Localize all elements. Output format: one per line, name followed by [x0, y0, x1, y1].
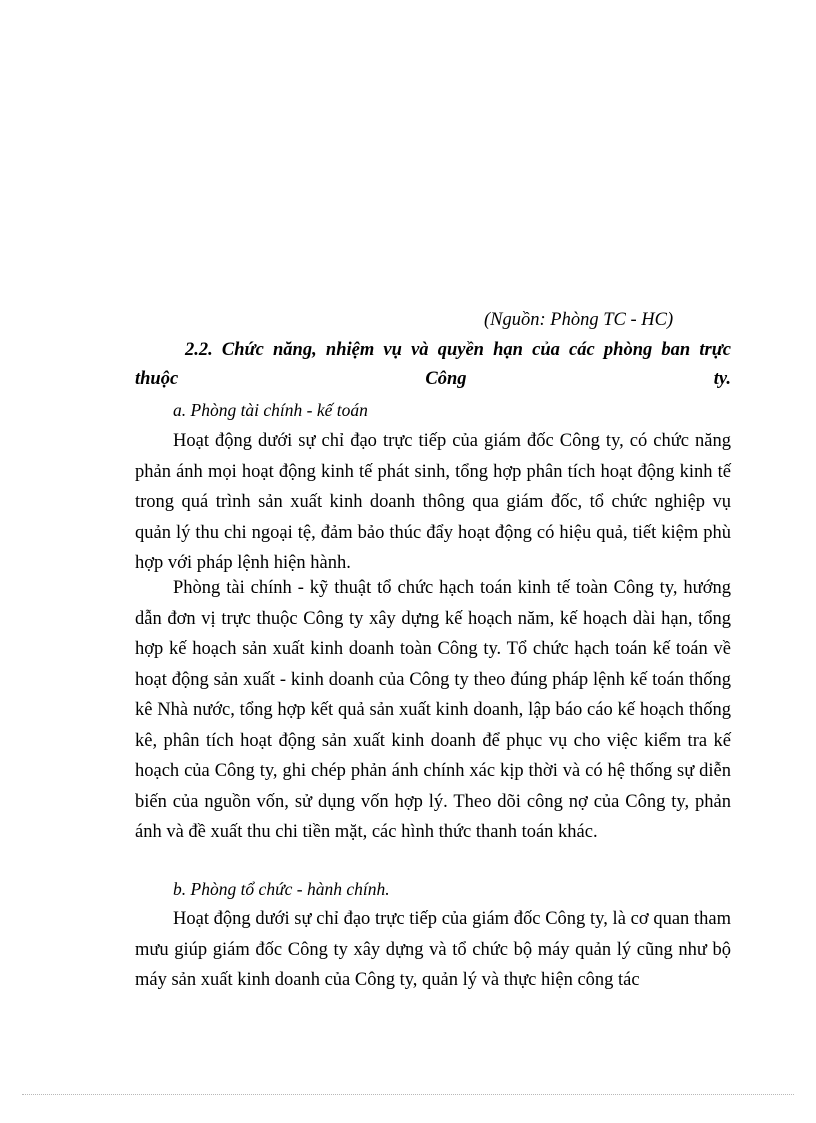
paragraph-accounting-tasks: Phòng tài chính - kỹ thuật tổ chức hạch toán kinh tế toàn Công ty, hướng dẫn đơn vị trực thuộc Công ty xây dựng kế hoạch năm, kế hoạch dài hạn, tổng hợp kế hoạch sản xuất kinh doanh toàn Công ty. Tổ chức hạch toán kế toán về hoạt động sản xuất - kinh doanh của Công ty theo đúng pháp lệnh kế toán thống kê Nhà nước, tổng hợp kết quả sản xuất kinh doanh, lập báo cáo kế hoạch thống kê, phân tích hoạt động sản xuất kinh doanh để phục vụ cho việc kiểm tra kế hoạch của Công ty, ghi chép phản ánh chính xác kịp thời và có hệ thống sự diễn biến của nguồn vốn, sử dụng vốn hợp lý. Theo dõi công nợ của Công ty, phản ánh và đề xuất thu chi tiền mặt, các hình thức thanh toán khác. — [135, 578, 731, 842]
source-note: (Nguồn: Phòng TC - HC) — [484, 310, 674, 330]
section-heading-line2: thuộc Công ty. — [135, 369, 731, 389]
paragraph-administration-duties: Hoạt động dưới sự chỉ đạo trực tiếp của giám đốc Công ty, là cơ quan tham mưu giúp giám đốc Công ty xây dựng và tổ chức bộ máy quản lý cũng như bộ máy sản xuất kinh doanh của Công ty, quản lý và thực hiện công tác — [135, 909, 731, 990]
page-bottom-divider — [22, 1094, 794, 1095]
subsection-heading-administration: b. Phòng tổ chức - hành chính. — [173, 879, 390, 899]
subsection-heading-accounting: a. Phòng tài chính - kế toán — [173, 400, 368, 420]
section-heading-line1: 2.2. Chức năng, nhiệm vụ và quyền hạn của các phòng ban trực — [185, 340, 731, 360]
paragraph-accounting-duties: Hoạt động dưới sự chỉ đạo trực tiếp của giám đốc Công ty, có chức năng phản ánh mọi hoạt động kinh tế phát sinh, tổng hợp phân tích hoạt động kinh tế trong quá trình sản xuất kinh doanh thông qua giám đốc, tổ chức nghiệp vụ quản lý thu chi ngoại tệ, đảm bảo thúc đẩy hoạt động có hiệu quả, tiết kiệm phù hợp với pháp lệnh hiện hành. — [135, 431, 731, 573]
